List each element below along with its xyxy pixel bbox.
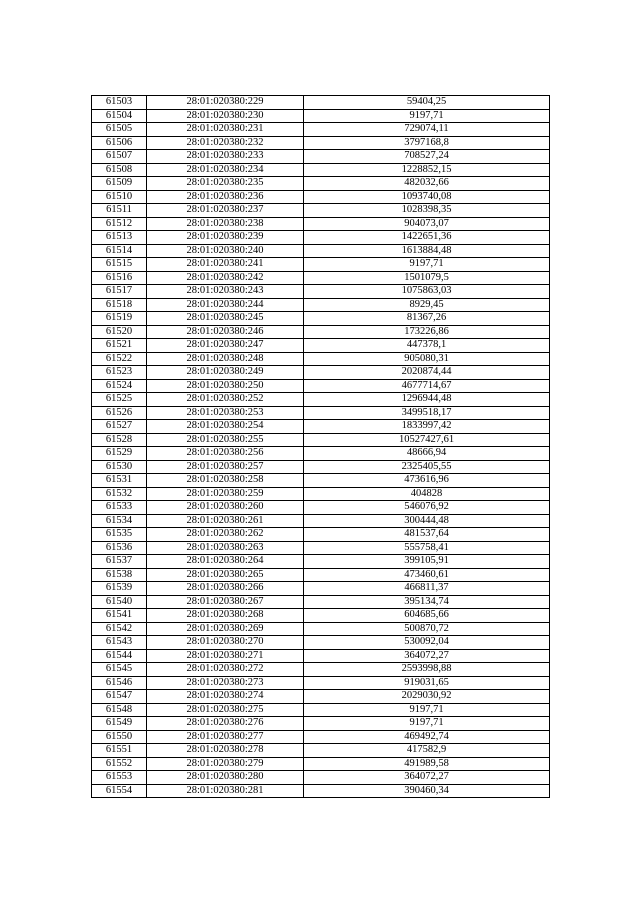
cadastral-number-cell: 28:01:020380:248 xyxy=(147,352,304,366)
table-row xyxy=(92,744,550,758)
cadastral-value-cell: 1075863,03 xyxy=(304,285,550,299)
cadastral-number-cell: 28:01:020380:246 xyxy=(147,325,304,339)
table-row xyxy=(92,366,550,380)
table-row xyxy=(92,487,550,501)
cadastral-number-cell: 28:01:020380:232 xyxy=(147,136,304,150)
cadastral-value-cell: 2020874,44 xyxy=(304,366,550,380)
cadastral-value-cell: 473616,96 xyxy=(304,474,550,488)
cadastral-value-cell: 729074,11 xyxy=(304,123,550,137)
table-row xyxy=(92,379,550,393)
row-number-cell: 61503 xyxy=(92,96,147,110)
table-row xyxy=(92,622,550,636)
table-row xyxy=(92,717,550,731)
table-row xyxy=(92,231,550,245)
row-number-cell: 61517 xyxy=(92,285,147,299)
cadastral-number-cell: 28:01:020380:230 xyxy=(147,109,304,123)
row-number-cell: 61504 xyxy=(92,109,147,123)
cadastral-value-cell: 1422651,36 xyxy=(304,231,550,245)
cadastral-value-cell: 81367,26 xyxy=(304,312,550,326)
table-row xyxy=(92,771,550,785)
cadastral-value-cell: 10527427,61 xyxy=(304,433,550,447)
cadastral-number-cell: 28:01:020380:270 xyxy=(147,636,304,650)
cadastral-number-cell: 28:01:020380:254 xyxy=(147,420,304,434)
table-row xyxy=(92,244,550,258)
cadastral-value-cell: 1501079,5 xyxy=(304,271,550,285)
cadastral-number-cell: 28:01:020380:281 xyxy=(147,784,304,798)
cadastral-value-cell: 300444,48 xyxy=(304,514,550,528)
table-row xyxy=(92,555,550,569)
table-row xyxy=(92,609,550,623)
table-row xyxy=(92,447,550,461)
cadastral-value-cell: 2593998,88 xyxy=(304,663,550,677)
row-number-cell: 61508 xyxy=(92,163,147,177)
cadastral-value-cell: 466811,37 xyxy=(304,582,550,596)
table-row xyxy=(92,730,550,744)
cadastral-value-cell: 491989,58 xyxy=(304,757,550,771)
row-number-cell: 61536 xyxy=(92,541,147,555)
cadastral-number-cell: 28:01:020380:277 xyxy=(147,730,304,744)
cadastral-value-cell: 1228852,15 xyxy=(304,163,550,177)
table-row xyxy=(92,420,550,434)
cadastral-number-cell: 28:01:020380:263 xyxy=(147,541,304,555)
row-number-cell: 61533 xyxy=(92,501,147,515)
cadastral-number-cell: 28:01:020380:262 xyxy=(147,528,304,542)
table-row xyxy=(92,568,550,582)
row-number-cell: 61528 xyxy=(92,433,147,447)
cadastral-value-cell: 1028398,35 xyxy=(304,204,550,218)
cadastral-number-cell: 28:01:020380:240 xyxy=(147,244,304,258)
cadastral-value-cell: 404828 xyxy=(304,487,550,501)
cadastral-value-cell: 3499518,17 xyxy=(304,406,550,420)
cadastral-value-cell: 904073,07 xyxy=(304,217,550,231)
cadastral-value-cell: 500870,72 xyxy=(304,622,550,636)
cadastral-number-cell: 28:01:020380:234 xyxy=(147,163,304,177)
cadastral-number-cell: 28:01:020380:241 xyxy=(147,258,304,272)
cadastral-number-cell: 28:01:020380:273 xyxy=(147,676,304,690)
table-row xyxy=(92,406,550,420)
cadastral-value-cell: 9197,71 xyxy=(304,717,550,731)
cadastral-value-cell: 48666,94 xyxy=(304,447,550,461)
cadastral-number-cell: 28:01:020380:269 xyxy=(147,622,304,636)
row-number-cell: 61519 xyxy=(92,312,147,326)
cadastral-number-cell: 28:01:020380:260 xyxy=(147,501,304,515)
row-number-cell: 61539 xyxy=(92,582,147,596)
table-row xyxy=(92,703,550,717)
table-row xyxy=(92,163,550,177)
cadastral-number-cell: 28:01:020380:265 xyxy=(147,568,304,582)
cadastral-number-cell: 28:01:020380:239 xyxy=(147,231,304,245)
table-row xyxy=(92,96,550,110)
row-number-cell: 61518 xyxy=(92,298,147,312)
cadastral-value-cell: 417582,9 xyxy=(304,744,550,758)
row-number-cell: 61547 xyxy=(92,690,147,704)
table-row xyxy=(92,312,550,326)
cadastral-number-cell: 28:01:020380:256 xyxy=(147,447,304,461)
cadastral-value-cell: 4677714,67 xyxy=(304,379,550,393)
table-row xyxy=(92,352,550,366)
cadastral-value-cell: 481537,64 xyxy=(304,528,550,542)
row-number-cell: 61554 xyxy=(92,784,147,798)
table-row xyxy=(92,433,550,447)
cadastral-number-cell: 28:01:020380:247 xyxy=(147,339,304,353)
cadastral-value-cell: 9197,71 xyxy=(304,703,550,717)
row-number-cell: 61544 xyxy=(92,649,147,663)
row-number-cell: 61524 xyxy=(92,379,147,393)
cadastral-number-cell: 28:01:020380:272 xyxy=(147,663,304,677)
cadastral-number-cell: 28:01:020380:275 xyxy=(147,703,304,717)
cadastral-number-cell: 28:01:020380:264 xyxy=(147,555,304,569)
row-number-cell: 61526 xyxy=(92,406,147,420)
table-row xyxy=(92,636,550,650)
row-number-cell: 61538 xyxy=(92,568,147,582)
table-row xyxy=(92,190,550,204)
cadastral-number-cell: 28:01:020380:253 xyxy=(147,406,304,420)
table-row xyxy=(92,474,550,488)
cadastral-number-cell: 28:01:020380:259 xyxy=(147,487,304,501)
cadastral-value-cell: 919031,65 xyxy=(304,676,550,690)
row-number-cell: 61513 xyxy=(92,231,147,245)
row-number-cell: 61530 xyxy=(92,460,147,474)
table-row xyxy=(92,541,550,555)
cadastral-value-cell: 8929,45 xyxy=(304,298,550,312)
table-row xyxy=(92,690,550,704)
row-number-cell: 61516 xyxy=(92,271,147,285)
table-row xyxy=(92,528,550,542)
cadastral-value-cell: 2029030,92 xyxy=(304,690,550,704)
cadastral-value-cell: 390460,34 xyxy=(304,784,550,798)
cadastral-number-cell: 28:01:020380:267 xyxy=(147,595,304,609)
row-number-cell: 61522 xyxy=(92,352,147,366)
row-number-cell: 61543 xyxy=(92,636,147,650)
table-row xyxy=(92,136,550,150)
cadastral-number-cell: 28:01:020380:233 xyxy=(147,150,304,164)
table-row xyxy=(92,339,550,353)
row-number-cell: 61553 xyxy=(92,771,147,785)
row-number-cell: 61515 xyxy=(92,258,147,272)
row-number-cell: 61532 xyxy=(92,487,147,501)
cadastral-number-cell: 28:01:020380:249 xyxy=(147,366,304,380)
row-number-cell: 61509 xyxy=(92,177,147,191)
cadastral-value-cell: 905080,31 xyxy=(304,352,550,366)
cadastral-number-cell: 28:01:020380:257 xyxy=(147,460,304,474)
row-number-cell: 61551 xyxy=(92,744,147,758)
cadastral-value-cell: 482032,66 xyxy=(304,177,550,191)
row-number-cell: 61531 xyxy=(92,474,147,488)
row-number-cell: 61537 xyxy=(92,555,147,569)
table-row xyxy=(92,501,550,515)
cadastral-number-cell: 28:01:020380:274 xyxy=(147,690,304,704)
row-number-cell: 61545 xyxy=(92,663,147,677)
cadastral-value-cell: 1613884,48 xyxy=(304,244,550,258)
table-row xyxy=(92,460,550,474)
row-number-cell: 61541 xyxy=(92,609,147,623)
cadastral-number-cell: 28:01:020380:266 xyxy=(147,582,304,596)
table-row xyxy=(92,285,550,299)
row-number-cell: 61512 xyxy=(92,217,147,231)
row-number-cell: 61523 xyxy=(92,366,147,380)
table-row xyxy=(92,123,550,137)
cadastral-value-cell: 708527,24 xyxy=(304,150,550,164)
cadastral-number-cell: 28:01:020380:261 xyxy=(147,514,304,528)
cadastral-value-cell: 2325405,55 xyxy=(304,460,550,474)
row-number-cell: 61534 xyxy=(92,514,147,528)
cadastral-number-cell: 28:01:020380:276 xyxy=(147,717,304,731)
table-row xyxy=(92,649,550,663)
cadastral-number-cell: 28:01:020380:268 xyxy=(147,609,304,623)
table-row xyxy=(92,595,550,609)
cadastral-number-cell: 28:01:020380:229 xyxy=(147,96,304,110)
row-number-cell: 61546 xyxy=(92,676,147,690)
row-number-cell: 61514 xyxy=(92,244,147,258)
cadastral-number-cell: 28:01:020380:244 xyxy=(147,298,304,312)
cadastral-value-cell: 546076,92 xyxy=(304,501,550,515)
row-number-cell: 61529 xyxy=(92,447,147,461)
row-number-cell: 61549 xyxy=(92,717,147,731)
table-row xyxy=(92,258,550,272)
row-number-cell: 61521 xyxy=(92,339,147,353)
cadastral-value-table xyxy=(91,95,550,798)
row-number-cell: 61542 xyxy=(92,622,147,636)
cadastral-value-cell: 555758,41 xyxy=(304,541,550,555)
table-row xyxy=(92,676,550,690)
cadastral-number-cell: 28:01:020380:271 xyxy=(147,649,304,663)
cadastral-number-cell: 28:01:020380:237 xyxy=(147,204,304,218)
table-row xyxy=(92,393,550,407)
row-number-cell: 61552 xyxy=(92,757,147,771)
cadastral-value-cell: 447378,1 xyxy=(304,339,550,353)
cadastral-value-cell: 364072,27 xyxy=(304,771,550,785)
cadastral-value-cell: 399105,91 xyxy=(304,555,550,569)
cadastral-value-cell: 173226,86 xyxy=(304,325,550,339)
table-row xyxy=(92,177,550,191)
table-row xyxy=(92,514,550,528)
table-row xyxy=(92,271,550,285)
cadastral-number-cell: 28:01:020380:245 xyxy=(147,312,304,326)
row-number-cell: 61520 xyxy=(92,325,147,339)
table-row xyxy=(92,150,550,164)
cadastral-value-cell: 1296944,48 xyxy=(304,393,550,407)
row-number-cell: 61535 xyxy=(92,528,147,542)
cadastral-value-cell: 604685,66 xyxy=(304,609,550,623)
table-row xyxy=(92,325,550,339)
cadastral-number-cell: 28:01:020380:255 xyxy=(147,433,304,447)
table-row xyxy=(92,582,550,596)
cadastral-value-cell: 59404,25 xyxy=(304,96,550,110)
table-body xyxy=(92,96,550,798)
table-row xyxy=(92,298,550,312)
table-row xyxy=(92,757,550,771)
table-row xyxy=(92,109,550,123)
cadastral-value-cell: 1833997,42 xyxy=(304,420,550,434)
row-number-cell: 61510 xyxy=(92,190,147,204)
row-number-cell: 61506 xyxy=(92,136,147,150)
cadastral-number-cell: 28:01:020380:238 xyxy=(147,217,304,231)
table-row xyxy=(92,663,550,677)
cadastral-number-cell: 28:01:020380:231 xyxy=(147,123,304,137)
cadastral-value-cell: 9197,71 xyxy=(304,258,550,272)
cadastral-number-cell: 28:01:020380:278 xyxy=(147,744,304,758)
cadastral-number-cell: 28:01:020380:250 xyxy=(147,379,304,393)
row-number-cell: 61527 xyxy=(92,420,147,434)
row-number-cell: 61507 xyxy=(92,150,147,164)
cadastral-value-cell: 364072,27 xyxy=(304,649,550,663)
cadastral-number-cell: 28:01:020380:279 xyxy=(147,757,304,771)
cadastral-number-cell: 28:01:020380:235 xyxy=(147,177,304,191)
cadastral-value-cell: 473460,61 xyxy=(304,568,550,582)
row-number-cell: 61511 xyxy=(92,204,147,218)
cadastral-number-cell: 28:01:020380:280 xyxy=(147,771,304,785)
row-number-cell: 61548 xyxy=(92,703,147,717)
table-row xyxy=(92,784,550,798)
cadastral-value-cell: 3797168,8 xyxy=(304,136,550,150)
table-row xyxy=(92,204,550,218)
row-number-cell: 61540 xyxy=(92,595,147,609)
cadastral-number-cell: 28:01:020380:236 xyxy=(147,190,304,204)
table-row xyxy=(92,217,550,231)
cadastral-number-cell: 28:01:020380:252 xyxy=(147,393,304,407)
cadastral-value-cell: 1093740,08 xyxy=(304,190,550,204)
row-number-cell: 61505 xyxy=(92,123,147,137)
cadastral-value-cell: 9197,71 xyxy=(304,109,550,123)
row-number-cell: 61525 xyxy=(92,393,147,407)
cadastral-number-cell: 28:01:020380:258 xyxy=(147,474,304,488)
cadastral-value-cell: 469492,74 xyxy=(304,730,550,744)
cadastral-number-cell: 28:01:020380:243 xyxy=(147,285,304,299)
cadastral-number-cell: 28:01:020380:242 xyxy=(147,271,304,285)
cadastral-value-cell: 395134,74 xyxy=(304,595,550,609)
cadastral-value-cell: 530092,04 xyxy=(304,636,550,650)
row-number-cell: 61550 xyxy=(92,730,147,744)
